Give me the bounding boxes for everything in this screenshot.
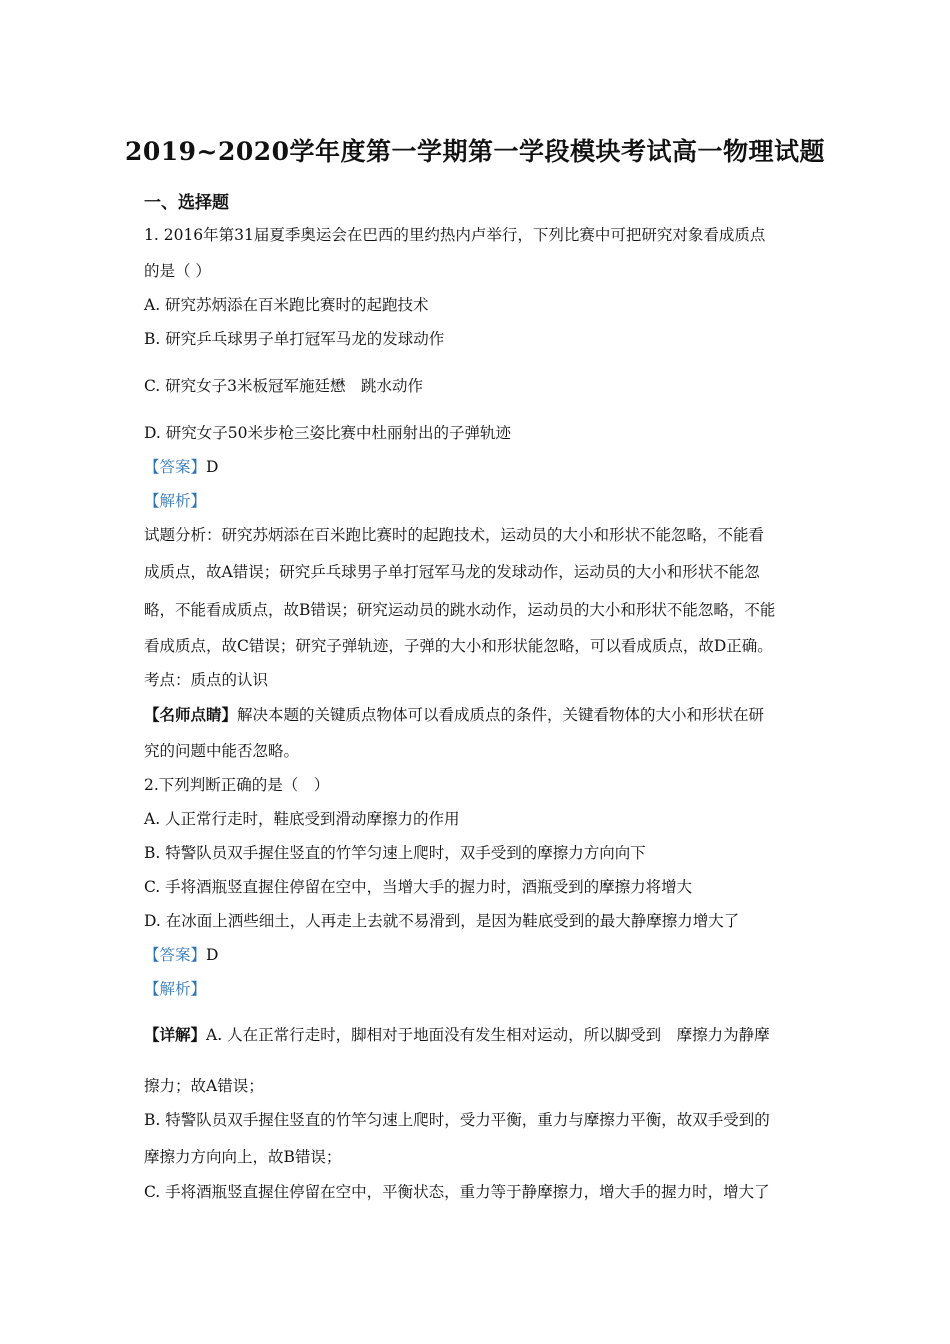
detail-text: A. 人在正常行走时，脚相对于地面没有发生相对运动，所以脚受到 摩擦力为静摩 [206, 1026, 770, 1044]
q2-detail-line4: 摩擦力方向向上，故B错误； [144, 1148, 342, 1166]
answer-label: 【答案】 [144, 458, 207, 476]
q1-answer [144, 457, 218, 477]
q1-stem-line1: 1. 2016年第31届夏季奥运会在巴西的里约热内卢举行，下列比赛中可把研究对象看成质点 [144, 226, 766, 244]
q2-detail-line3: B. 特警队员双手握住竖直的竹竿匀速上爬时，受力平衡，重力与摩擦力平衡，故双手受到的 [144, 1111, 770, 1129]
q1-option-c: C. 研究女子3米板冠军施廷懋 跳水动作 [144, 377, 424, 395]
q2-analysis-label: 【解析】 [144, 980, 207, 998]
answer-label: 【答案】 [144, 946, 207, 964]
q1-option-a: A. 研究苏炳添在百米跑比赛时的起跑技术 [144, 296, 429, 314]
q2-detail-line5: C. 手将酒瓶竖直握住停留在空中，平衡状态，重力等于静摩擦力，增大手的握力时，增大了 [144, 1183, 770, 1201]
q1-stem-line2: 的是（ ） [144, 262, 211, 280]
q2-detail-line2: 擦力；故A错误； [144, 1077, 264, 1095]
page-title: 2019~2020学年度第一学期第一学段模块考试高一物理试题 [124, 137, 826, 166]
tip-label: 【名师点睛】 [144, 705, 238, 724]
q1-analysis-line3: 略，不能看成质点，故B错误；研究运动员的跳水动作，运动员的大小和形状不能忽略，不能 [144, 601, 776, 619]
q1-analysis-line2: 成质点，故A错误；研究乒乓球男子单打冠军马龙的发球动作，运动员的大小和形状不能忽 [144, 563, 760, 581]
q2-option-c: C. 手将酒瓶竖直握住停留在空中，当增大手的握力时，酒瓶受到的摩擦力将增大 [144, 878, 693, 896]
q2-answer [144, 945, 218, 965]
answer-value: D [206, 946, 219, 964]
q1-option-d: D. 研究女子50米步枪三姿比赛中杜丽射出的子弹轨迹 [144, 424, 511, 442]
tip-text: 解决本题的关键质点物体可以看成质点的条件，关键看物体的大小和形状在研 [237, 706, 765, 724]
q1-tip-line1 [144, 705, 764, 725]
q1-option-b: B. 研究乒乓球男子单打冠军马龙的发球动作 [144, 330, 445, 348]
q2-stem: 2.下列判断正确的是（ ） [144, 776, 330, 794]
q1-analysis-line4: 看成质点，故C错误；研究子弹轨迹，子弹的大小和形状能忽略，可以看成质点，故D正确。 [144, 637, 773, 655]
q1-tip-line2: 究的问题中能否忽略。 [144, 742, 300, 760]
answer-value: D [206, 458, 219, 476]
section-heading: 一、选择题 [144, 193, 229, 213]
q1-knowledge-point: 考点：质点的认识 [144, 671, 269, 689]
q2-option-b: B. 特警队员双手握住竖直的竹竿匀速上爬时，双手受到的摩擦力方向向下 [144, 844, 646, 862]
q2-option-a: A. 人正常行走时，鞋底受到滑动摩擦力的作用 [144, 810, 460, 828]
q2-option-d: D. 在冰面上洒些细土，人再走上去就不易滑到，是因为鞋底受到的最大静摩擦力增大了 [144, 912, 740, 930]
q1-analysis-label: 【解析】 [144, 492, 207, 510]
q1-analysis-line1: 试题分析：研究苏炳添在百米跑比赛时的起跑技术，运动员的大小和形状不能忽略，不能看 [144, 526, 765, 544]
q2-detail-line1 [144, 1025, 770, 1045]
detail-label: 【详解】 [144, 1025, 207, 1044]
